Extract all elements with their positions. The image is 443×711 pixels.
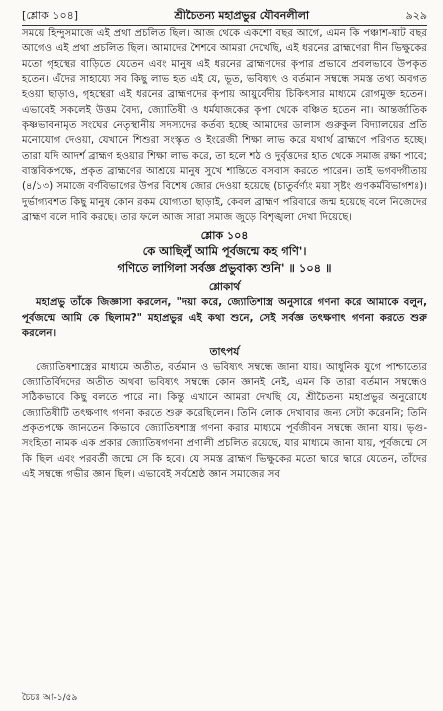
- translation-heading: শ্লোকার্থ: [208, 281, 241, 294]
- verse-reference: [শ্লোক ১০৪]: [22, 9, 79, 22]
- verse-heading: শ্লোক ১০৪: [200, 229, 249, 243]
- purport-text: জ্যোতিষশাস্ত্রের মাধ্যমে অতীত, বর্তমান ও ভবিষ্যৎ সম্বন্ধে জানা যায়। আধুনিক যুগে পাশ্চাত্যের জ্যোতির্বিদদের অতীত অথবা ভবিষ্যৎ সম্বন্ধে কোন জ্ঞানই নেই, এমন কি তারা বর্তমান সম্বন্ধেও সঠিকভাবে কিছু বলতে পারে না। কিন্তু এখানে আমরা দেখছি যে, শ্রীচৈতন্য মহাপ্রভুর অনুরোধে জ্যোতিষীটি তৎক্ষণাৎ গণনা করতে শুরু করেছিলেন। তিনি লোক দেখাবার জন্য সেটা করেননি; তিনি প্রকৃতপক্ষে জানতেন কিভাবে জ্যোতিষশাস্ত্র গণনা করার মাধ্যমে পূর্বজীবন সম্বন্ধে জানা যায়। ভৃগু-সংহিতা নামক এক প্রকার জ্যোতিষগণনা প্রণালী প্রচলিত রয়েছে, যার মাধ্যমে জানা যায়, পূর্বজন্মে সে কি ছিল এবং পরবর্তী জন্মে সে কি হবে। যে সমস্ত ব্রাহ্মণ ভিক্ষুকের মতো দ্বারে দ্বারে যেতেন, তাঁদের এই সম্বন্ধে গভীর জ্ঞান ছিল। এভাবেই সর্বশ্রেষ্ঠ জ্ঞান সমাজের সব: [22, 361, 427, 480]
- purport-heading: তাৎপর্য: [209, 345, 240, 358]
- page-header: [22, 7, 427, 26]
- intro-paragraph: সময়ে হিন্দুসমাজে এই প্রথা প্রচলিত ছিল। আজ থেকে একশো বছর আগে, এমন কি পঞ্চাশ-ষাট বছর আগেও এই প্রথা প্রচলিত ছিল। আমাদের শৈশবে আমরা দেখেছি, এই ধরনের ব্রাহ্মণেরা দীন ভিক্ষুকের মতো গৃহস্থের বাড়িতে যেতেন এবং মানুষ এই ধরনের ব্রাহ্মণদের কৃপার প্রভাবে প্রবলভাবে উপকৃত হতেন। এঁদের সাহায্যে সব কিছু লাভ হত এই যে, ভূত, ভবিষ্যৎ ও বর্তমান সম্বন্ধে সমস্ত তথ্য অবগত হওয়া ছাড়াও, গৃহস্থেরা এই ধরনের ব্রাহ্মণদের কৃপায় আয়ুর্বেদীয় চিকিৎসার মাধ্যমে রোগমুক্ত হতেন। এভাবেই সকলেই উত্তম বৈদ্য, জ্যোতিষী ও ধর্মযাজকের কৃপা থেকে বঞ্চিত হতেন না। আন্তর্জাতিক কৃষ্ণভাবনামৃত সংঘের নেতৃস্থানীয় সদস্যদের কর্তব্য হচ্ছে আমাদের ডালাস গুরুকুল বিদ্যালয়ের প্রতি মনোযোগ দেওয়া, যেখানে শিশুরা সংস্কৃত ও ইংরেজী শিক্ষা লাভ করে যথার্থ ব্রাহ্মণে পরিণত হচ্ছে। তারা যদি আদর্শ ব্রাহ্মণ হওয়ার শিক্ষা লাভ করে, তা হলে শঠ ও দুর্বৃত্তদের হাত থেকে সমাজ রক্ষা পাবে; বাস্তবিকপক্ষে, প্রকৃত ব্রাহ্মণের আশ্রয়ে মানুষ সুখে শান্তিতে বসবাস করতে পারেন। তাই ভগবদ্গীতায় (৪/১৩) সমাজে বর্ণবিভাগের উপর বিশেষ জোর দেওয়া হয়েছে (চাতুর্বর্ণ্যং ময়া সৃষ্টং গুণকর্মবিভাগশঃ)। দুর্ভাগ্যবশত কিছু মানুষ কোন রকম যোগ্যতা ছাড়াই, কেবল ব্রাহ্মণ পরিবারে জন্ম হয়েছে বলে নিজেদের ব্রাহ্মণ বলে দাবি করছে। তার ফলে আজ সারা সমাজ জুড়ে বিশৃঙ্খলা দেখা দিয়েছে।: [22, 28, 427, 224]
- page-signature: চৈচঃ আ-১/৫৯: [22, 693, 78, 703]
- verse-line-1: কে আছিলুঁ আমি পূর্বজন্মে কহ গণি'।: [142, 244, 307, 259]
- translation-text: মহাপ্রভু তাঁকে জিজ্ঞাসা করলেন, "দয়া করে, জ্যোতিশাস্ত্র অনুসারে গণনা করে আমাকে বলুন, পূর্বজন্মে আমি কে ছিলাম?" মহাপ্রভুর এই কথা শুনে, সেই সর্বজ্ঞ তৎক্ষণাৎ গণনা করতে শুরু করলেন।: [22, 297, 427, 340]
- verse-line-2: গণিতে লাগিলা সর্বজ্ঞ প্রভুবাক্য শুনি' ॥ ১০৪ ॥: [117, 261, 332, 276]
- page-number: ৯২৯: [405, 9, 427, 22]
- running-title: শ্রীচৈতন্য মহাপ্রভুর যৌবনলীলা: [174, 9, 310, 22]
